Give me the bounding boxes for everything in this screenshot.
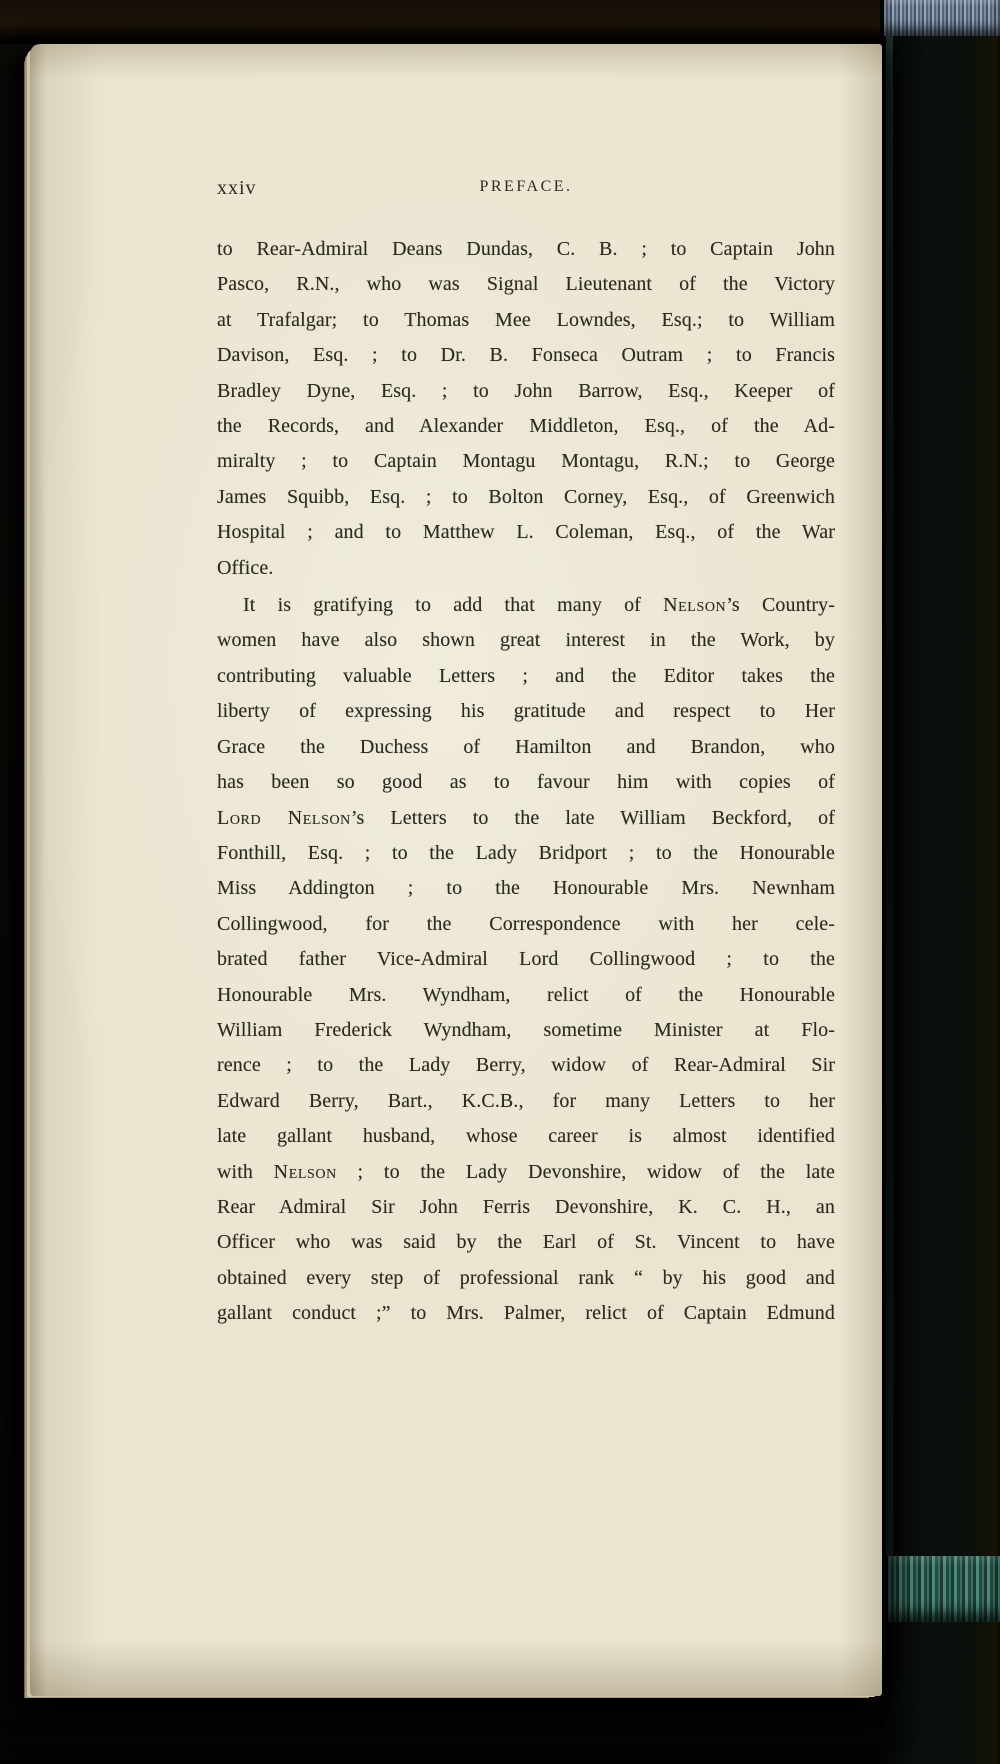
text-line: has been so good as to favour him with copies of: [217, 771, 835, 794]
text-line: William Frederick Wyndham, sometime Minister at Flo-: [217, 1018, 835, 1041]
text-line: obtained every step of professional rank “ by his good and: [217, 1266, 835, 1289]
page-edges-bottom-right: [888, 1556, 1000, 1622]
text-line: Pasco, R.N., who was Signal Lieutenant of the Victory: [217, 273, 835, 296]
text-line: women have also shown great interest in the Work, by: [217, 629, 835, 652]
text-line: Collingwood, for the Correspondence with her cele-: [217, 912, 835, 935]
text-line: rence ; to the Lady Berry, widow of Rear-Admiral Sir: [217, 1054, 835, 1077]
text-line: [217, 801, 835, 836]
text-line: gallant conduct ;” to Mrs. Palmer, relict of Captain Edmund: [217, 1302, 835, 1325]
text-line: Honourable Mrs. Wyndham, relict of the Honourable: [217, 983, 835, 1006]
paragraph: [217, 588, 835, 1332]
text-line: at Trafalgar; to Thomas Mee Lowndes, Esq.; to William: [217, 308, 835, 331]
text-line: [217, 1155, 835, 1190]
text-line: Grace the Duchess of Hamilton and Brandon, who: [217, 735, 835, 758]
desk-shadow-top: [0, 0, 884, 44]
book-cover-right: [880, 0, 1000, 1764]
text-line: Davison, Esq. ; to Dr. B. Fonseca Outram ; to Francis: [217, 344, 835, 367]
header-title: PREFACE.: [479, 178, 573, 195]
text-segment: ’s Country-: [726, 594, 835, 617]
text-segment: ; to the Lady Devonshire, widow of the late: [336, 1160, 835, 1183]
text-segment: with: [217, 1160, 274, 1183]
text-line: brated father Vice-Admiral Lord Collingwood ; to the: [217, 948, 835, 971]
text-line: Officer who was said by the Earl of St. Vincent to have: [217, 1231, 835, 1254]
text-line: Hospital ; and to Matthew L. Coleman, Esq., of the War: [217, 521, 835, 544]
running-header: [217, 175, 835, 201]
text-line: contributing valuable Letters ; and the Editor takes the: [217, 664, 835, 687]
paragraph: [217, 232, 835, 586]
cover-edge-highlight: [886, 28, 893, 1558]
text-line: [217, 588, 835, 623]
text-line: late gallant husband, whose career is almost identified: [217, 1125, 835, 1148]
text-line: James Squibb, Esq. ; to Bolton Corney, Esq., of Greenwich: [217, 485, 835, 508]
text-line: to Rear-Admiral Deans Dundas, C. B. ; to Captain John: [217, 238, 835, 260]
text-line: miralty ; to Captain Montagu Montagu, R.N.; to George: [217, 450, 835, 473]
book-page: [30, 44, 882, 1696]
text-line: Edward Berry, Bart., K.C.B., for many Letters to her: [217, 1089, 835, 1112]
page-edges-top-right: [884, 0, 1000, 36]
small-caps-name: Lord Nelson: [217, 806, 351, 829]
page-body: [217, 232, 835, 1332]
page-number: xxiv: [217, 177, 257, 199]
text-line: Bradley Dyne, Esq. ; to John Barrow, Esq., Keeper of: [217, 379, 835, 402]
text-line: Fonthill, Esq. ; to the Lady Bridport ; to the Honourable: [217, 841, 835, 864]
small-caps-name: Nelson: [663, 594, 727, 617]
text-line: Miss Addington ; to the Honourable Mrs. Newnham: [217, 877, 835, 900]
text-line: the Records, and Alexander Middleton, Esq., of the Ad-: [217, 415, 835, 438]
text-segment: ’s Letters to the late William Beckford, of: [350, 806, 835, 829]
text-line: liberty of expressing his gratitude and respect to Her: [217, 700, 835, 723]
text-line: Rear Admiral Sir John Ferris Devonshire, K. C. H., an: [217, 1195, 835, 1218]
small-caps-name: Nelson: [273, 1160, 337, 1183]
text-line: Office.: [217, 556, 274, 579]
text-segment: It is gratifying to add that many of: [243, 594, 664, 617]
